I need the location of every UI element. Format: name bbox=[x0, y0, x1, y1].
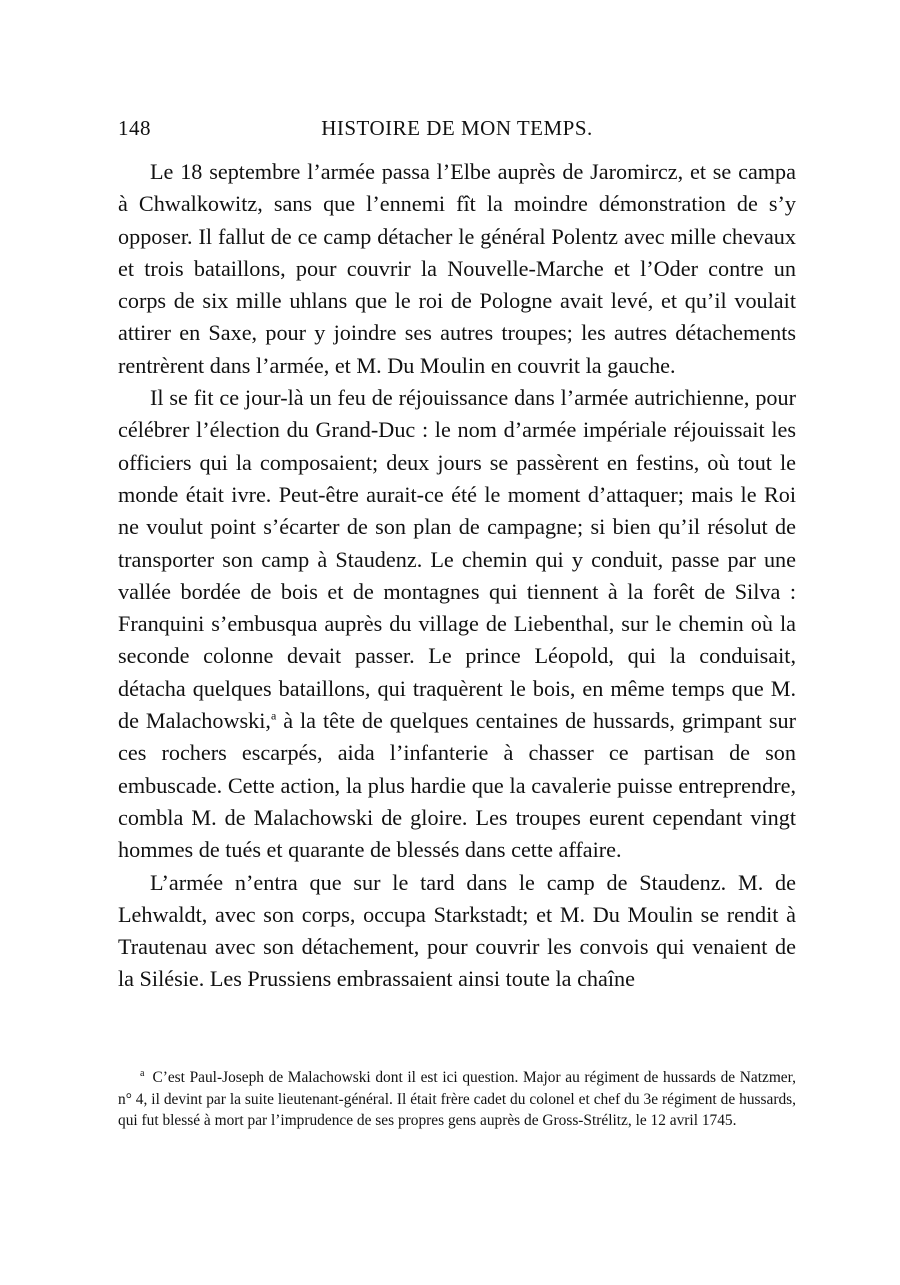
running-header bbox=[118, 116, 796, 146]
paragraph-1: Le 18 septembre l’armée passa l’Elbe auprès de Jaromircz, et se campa à Chwalkowitz, sans que l’ennemi fît la moindre démonstration de s’y opposer. Il fallut de ce camp détacher le général Polentz avec mille chevaux et trois bataillons, pour couvrir la Nouvelle-Marche et l’Oder contre un corps de six mille uhlans que le roi de Pologne avait levé, et qu’il voulait attirer en Saxe, pour y joindre ses autres troupes; les autres détachements rentrèrent dans l’armée, et M. Du Moulin en couvrit la gauche. bbox=[118, 159, 796, 378]
running-title: HISTOIRE DE MON TEMPS. bbox=[321, 116, 593, 140]
paragraph-2 bbox=[118, 382, 796, 866]
footnote bbox=[118, 1067, 796, 1132]
page-number: 148 bbox=[118, 116, 151, 140]
paragraph-2-continuation: à la tête de quelques centaines de hussards, grimpant sur ces rochers escarpés, aida l’infanterie à chasser ce partisan de son embuscade. Cette action, la plus hardie que la cavalerie puisse entreprendre, combla M. de Malachowski de gloire. Les troupes eurent cependant vingt hommes de tués et quarante de blessés dans cette affaire. bbox=[118, 708, 797, 863]
footnote-marker: a bbox=[140, 1067, 145, 1079]
paragraph-3: L’armée n’entra que sur le tard dans le camp de Staudenz. M. de Lehwaldt, avec son corps, occupa Starkstadt; et M. Du Moulin se rendit à Trautenau avec son détachement, pour couvrir les convois qui venaient de la Silésie. Les Prussiens embrassaient ainsi toute la chaîne bbox=[118, 869, 796, 992]
body-text bbox=[118, 156, 796, 996]
footnote-reference: a bbox=[270, 708, 277, 723]
footnote-text: C’est Paul-Joseph de Malachowski dont il est ici question. Major au régiment de hussards de Natzmer, n° 4, il devint par la suite lieutenant-général. Il était frère cadet du colonel et chef du 3e régiment de hussards, qui fut blessé à mort par l’imprudence de ses propres gens auprès de Gross-Strélitz, le 12 avril 1745. bbox=[118, 1069, 796, 1129]
paragraph-2-text: Il se fit ce jour-là un feu de réjouissance dans l’armée autrichienne, pour célébrer l’élection du Grand-Duc : le nom d’armée impériale réjouissait les officiers qui la composaient; deux jours se passèrent en festins, où tout le monde était ivre. Peut-être aurait-ce été le moment d’attaquer; mais le Roi ne voulut point s’écarter de son plan de campagne; si bien qu’il résolut de transporter son camp à Staudenz. Le chemin qui y conduit, passe par une vallée bordée de bois et de montagnes qui tiennent à la forêt de Silva : Franquini s’embusqua auprès du village de Liebenthal, sur le chemin où la seconde colonne devait passer. Le prince Léopold, qui la conduisait, détacha quelques bataillons, qui traquèrent le bois, en même temps que M. de Malachowski, bbox=[118, 385, 796, 734]
